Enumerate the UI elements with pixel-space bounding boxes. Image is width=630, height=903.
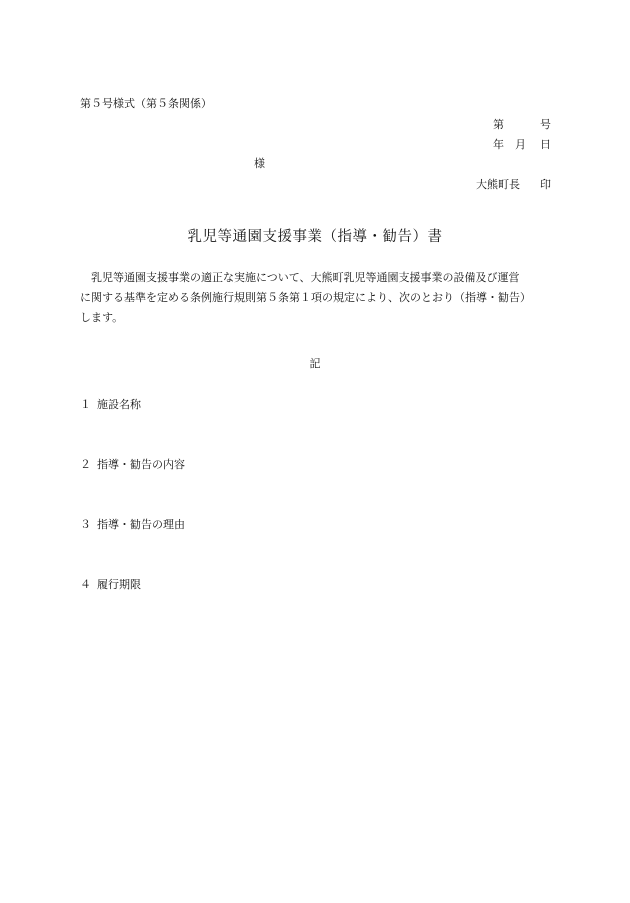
ki-heading: 記 (309, 357, 321, 370)
document-number-prefix: 第 (493, 118, 504, 131)
date-year-label: 年 (493, 138, 504, 151)
body-paragraph (80, 268, 552, 328)
item-number: ４ (80, 578, 91, 591)
document-title: 乳児等通園支援事業（指導・勧告）書 (187, 229, 443, 245)
sender-block (476, 178, 551, 192)
item-label: 指導・勧告の理由 (97, 518, 185, 531)
date-day-label: 日 (540, 138, 551, 151)
list-item (80, 398, 141, 412)
item-label: 施設名称 (97, 398, 141, 411)
list-item (80, 578, 141, 592)
item-number: １ (80, 398, 91, 411)
item-label: 指導・勧告の内容 (97, 458, 185, 471)
addressee-honorific: 様 (254, 157, 265, 170)
document-number-suffix: 号 (540, 118, 551, 131)
list-item (80, 458, 185, 472)
body-line: します。 (80, 311, 124, 324)
item-number: ２ (80, 458, 91, 471)
seal-mark: 印 (540, 178, 551, 191)
form-number: 第５号様式（第５条関係） (80, 97, 212, 110)
list-item (80, 518, 185, 532)
body-line: 乳児等通園支援事業の適正な実施について、大熊町乳児等通園支援事業の設備及び運営 (80, 271, 520, 284)
item-number: ３ (80, 518, 91, 531)
body-line: に関する基準を定める条例施行規則第５条第１項の規定により、次のとおり（指導・勧告） (80, 291, 531, 304)
date-month-label: 月 (515, 138, 526, 151)
sender-name: 大熊町長 (476, 178, 520, 191)
item-label: 履行期限 (97, 578, 141, 591)
